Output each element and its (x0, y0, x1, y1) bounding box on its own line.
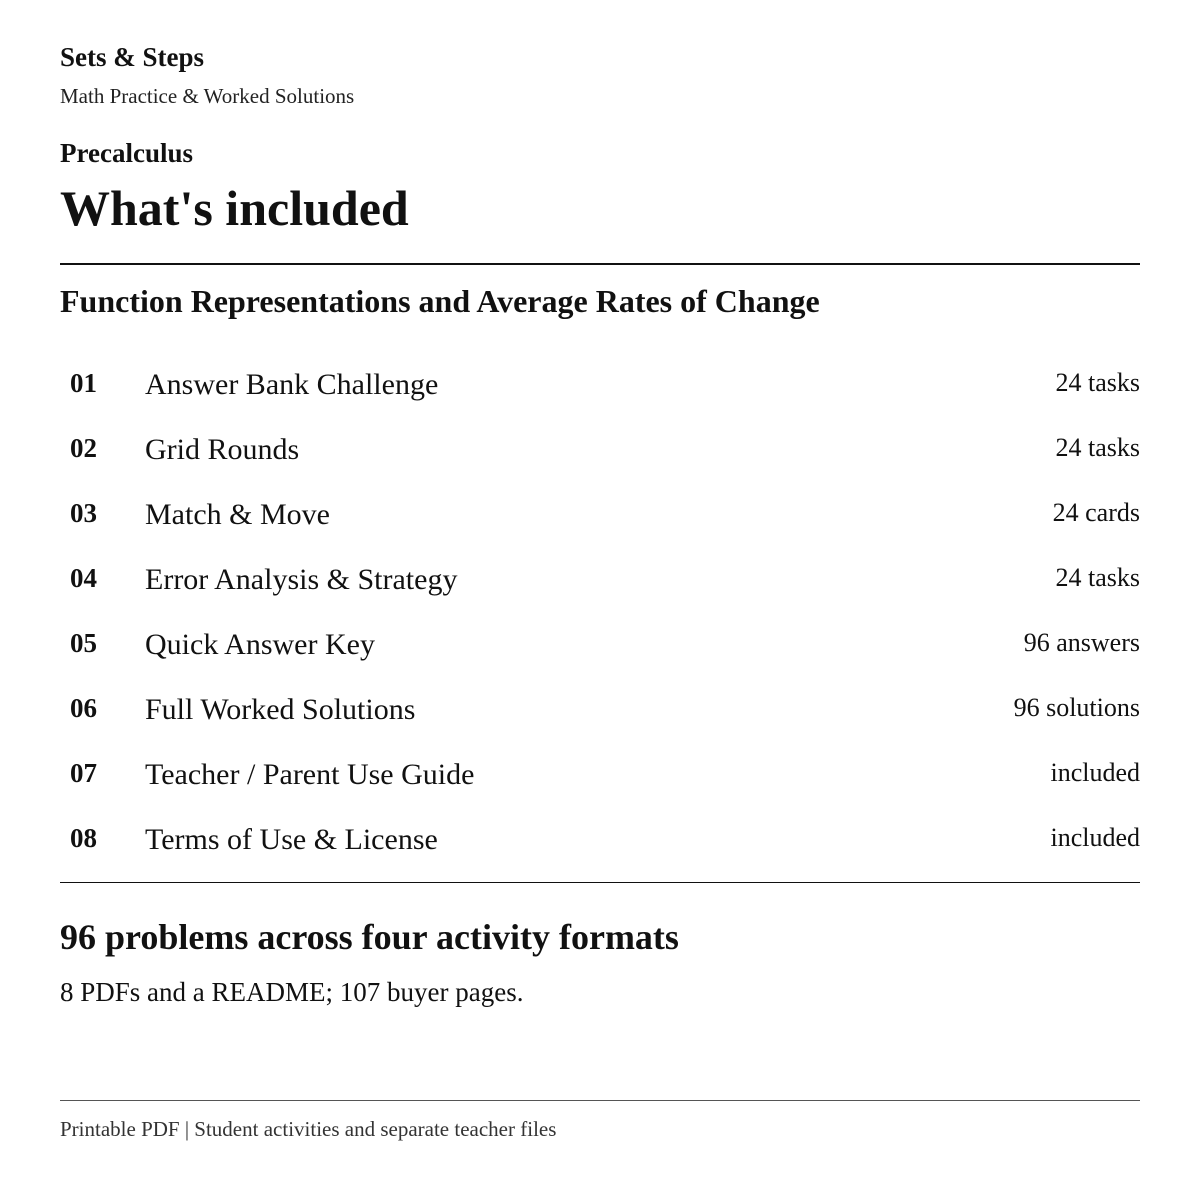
document-page (60, 0, 1140, 1200)
item-label: Error Analysis & Strategy (145, 563, 458, 596)
list-item (60, 482, 1140, 547)
item-count: 96 answers (1023, 628, 1140, 657)
item-number: 04 (70, 563, 97, 593)
item-count: 24 tasks (1055, 368, 1140, 397)
contents-list (60, 352, 1140, 872)
item-label: Answer Bank Challenge (145, 368, 439, 401)
list-item (60, 352, 1140, 417)
item-number: 08 (70, 823, 97, 853)
summary-text: 8 PDFs and a README; 107 buyer pages. (60, 977, 524, 1007)
item-label: Match & Move (145, 498, 330, 531)
brand-name: Sets & Steps (60, 42, 205, 72)
item-count: 24 cards (1052, 498, 1140, 527)
subject-label: Precalculus (60, 138, 193, 168)
item-count: included (1050, 758, 1140, 787)
item-label: Terms of Use & License (145, 823, 438, 856)
list-divider (60, 882, 1140, 883)
footer-text: Printable PDF | Student activities and separate teacher files (60, 1117, 557, 1141)
section-title: Function Representations and Average Rates of Change (60, 283, 820, 319)
list-item (60, 547, 1140, 612)
item-label: Grid Rounds (145, 433, 300, 466)
item-number: 02 (70, 433, 97, 463)
header-divider (60, 263, 1140, 265)
list-item (60, 742, 1140, 807)
item-number: 03 (70, 498, 97, 528)
item-number: 06 (70, 693, 97, 723)
item-number: 01 (70, 368, 97, 398)
item-number: 05 (70, 628, 97, 658)
summary-title: 96 problems across four activity formats (60, 917, 679, 957)
item-count: 24 tasks (1055, 433, 1140, 462)
item-count: 96 solutions (1013, 693, 1140, 722)
list-item (60, 417, 1140, 482)
list-item (60, 612, 1140, 677)
item-count: included (1050, 823, 1140, 852)
list-item (60, 677, 1140, 742)
item-count: 24 tasks (1055, 563, 1140, 592)
item-number: 07 (70, 758, 97, 788)
brand-tagline: Math Practice & Worked Solutions (60, 84, 355, 108)
item-label: Teacher / Parent Use Guide (145, 758, 475, 791)
list-item (60, 807, 1140, 872)
item-label: Quick Answer Key (145, 628, 375, 661)
footer-divider (60, 1100, 1140, 1101)
page-title: What's included (60, 180, 409, 236)
item-label: Full Worked Solutions (145, 693, 416, 726)
